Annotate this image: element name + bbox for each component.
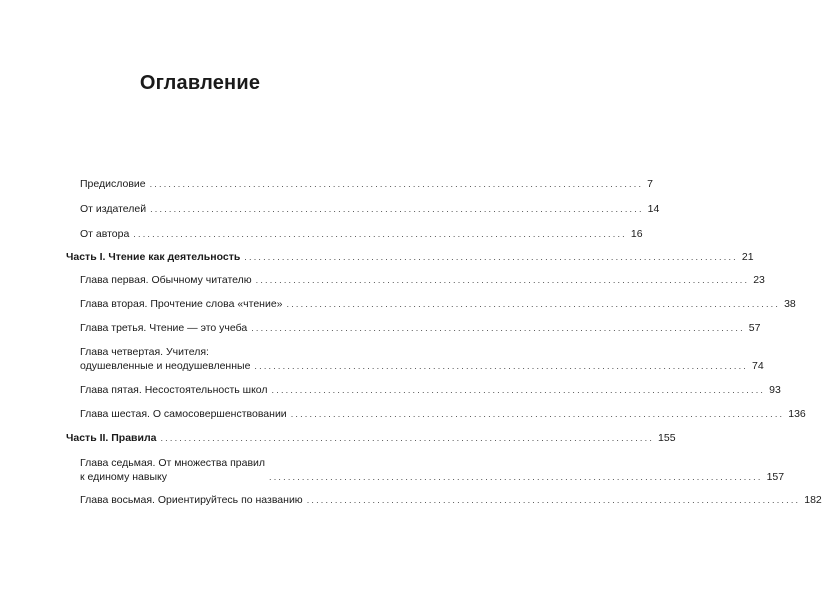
toc-chapter-1[interactable] xyxy=(80,273,765,287)
toc-chapter-4[interactable] xyxy=(80,345,764,373)
toc-chapter-3[interactable] xyxy=(80,321,761,335)
toc-page-number: 93 xyxy=(769,384,781,396)
toc-entry-title: Глава вторая. Прочтение слова «чтение» xyxy=(80,298,283,310)
toc-page-number: 16 xyxy=(630,228,643,240)
toc-page-number: 14 xyxy=(647,203,660,215)
dot-leader: ......................................................................................................... xyxy=(150,204,644,214)
toc-page-number: 21 xyxy=(741,251,754,263)
toc-entry-title: Предисловие xyxy=(80,178,146,190)
toc-part-title: Часть I. Чтение как деятельность xyxy=(66,251,241,263)
toc-entry-title-multiline xyxy=(80,456,265,484)
dot-leader: ......................................................................................................... xyxy=(133,229,627,239)
dot-leader: ......................................................................................................... xyxy=(251,323,745,333)
toc-entry-title: Глава пятая. Несостоятельность школ xyxy=(80,384,268,396)
dot-leader: ......................................................................................................... xyxy=(269,472,763,482)
toc-entry-title-line2: к единому навыку xyxy=(80,471,167,483)
toc-page-number: 155 xyxy=(658,432,676,444)
toc-page-number: 38 xyxy=(784,298,796,310)
dot-leader: ......................................................................................................... xyxy=(271,385,766,395)
toc-entry-title: Глава восьмая. Ориентируйтесь по названию xyxy=(80,494,303,506)
toc-page-number: 23 xyxy=(753,274,765,286)
toc-entry-title: От издателей xyxy=(80,203,147,215)
toc-entry-title: Глава третья. Чтение — это учеба xyxy=(80,322,248,334)
toc-page-number: 74 xyxy=(751,360,764,372)
toc-part-2[interactable] xyxy=(66,431,676,445)
toc-entry-title-line1: Глава четвертая. Учителя: xyxy=(80,346,209,358)
toc-entry-preface[interactable] xyxy=(80,177,654,191)
toc-entry-title: Глава первая. Обычному читателю xyxy=(80,274,252,286)
toc-entry-title-multiline xyxy=(80,345,250,373)
dot-leader: ......................................................................................................... xyxy=(290,409,785,419)
toc-chapter-2[interactable] xyxy=(80,297,796,311)
toc-entry-author[interactable] xyxy=(80,227,643,241)
dot-leader: ......................................................................................................... xyxy=(160,433,655,443)
toc-page-number: 136 xyxy=(788,408,806,420)
dot-leader: ......................................................................................................... xyxy=(306,495,801,505)
toc-entry-title-line1: Глава седьмая. От множества правил xyxy=(80,457,266,469)
toc-chapter-8[interactable] xyxy=(80,493,822,507)
page-title: Оглавление xyxy=(139,72,261,94)
dot-leader: ......................................................................................................... xyxy=(255,275,750,285)
toc-chapter-6[interactable] xyxy=(80,407,806,421)
dot-leader: ......................................................................................................... xyxy=(254,361,748,371)
dot-leader: ......................................................................................................... xyxy=(149,179,644,189)
toc-page-number: 157 xyxy=(766,471,785,483)
toc-page-number: 7 xyxy=(647,178,654,190)
toc-part-title: Часть II. Правила xyxy=(66,432,157,444)
toc-entry-publishers[interactable] xyxy=(80,202,660,216)
toc-part-1[interactable] xyxy=(66,250,754,264)
dot-leader: ......................................................................................................... xyxy=(244,252,738,262)
toc-chapter-5[interactable] xyxy=(80,383,781,397)
toc-chapter-7[interactable] xyxy=(80,456,785,484)
toc-entry-title: От автора xyxy=(80,228,130,240)
toc-page-number: 57 xyxy=(748,322,761,334)
toc-entry-title-line2: одушевленные и неодушевленные xyxy=(80,360,251,372)
toc-page-number: 182 xyxy=(804,494,822,506)
toc-entry-title: Глава шестая. О самосовершенствовании xyxy=(80,408,287,420)
dot-leader: ......................................................................................................... xyxy=(286,299,781,309)
